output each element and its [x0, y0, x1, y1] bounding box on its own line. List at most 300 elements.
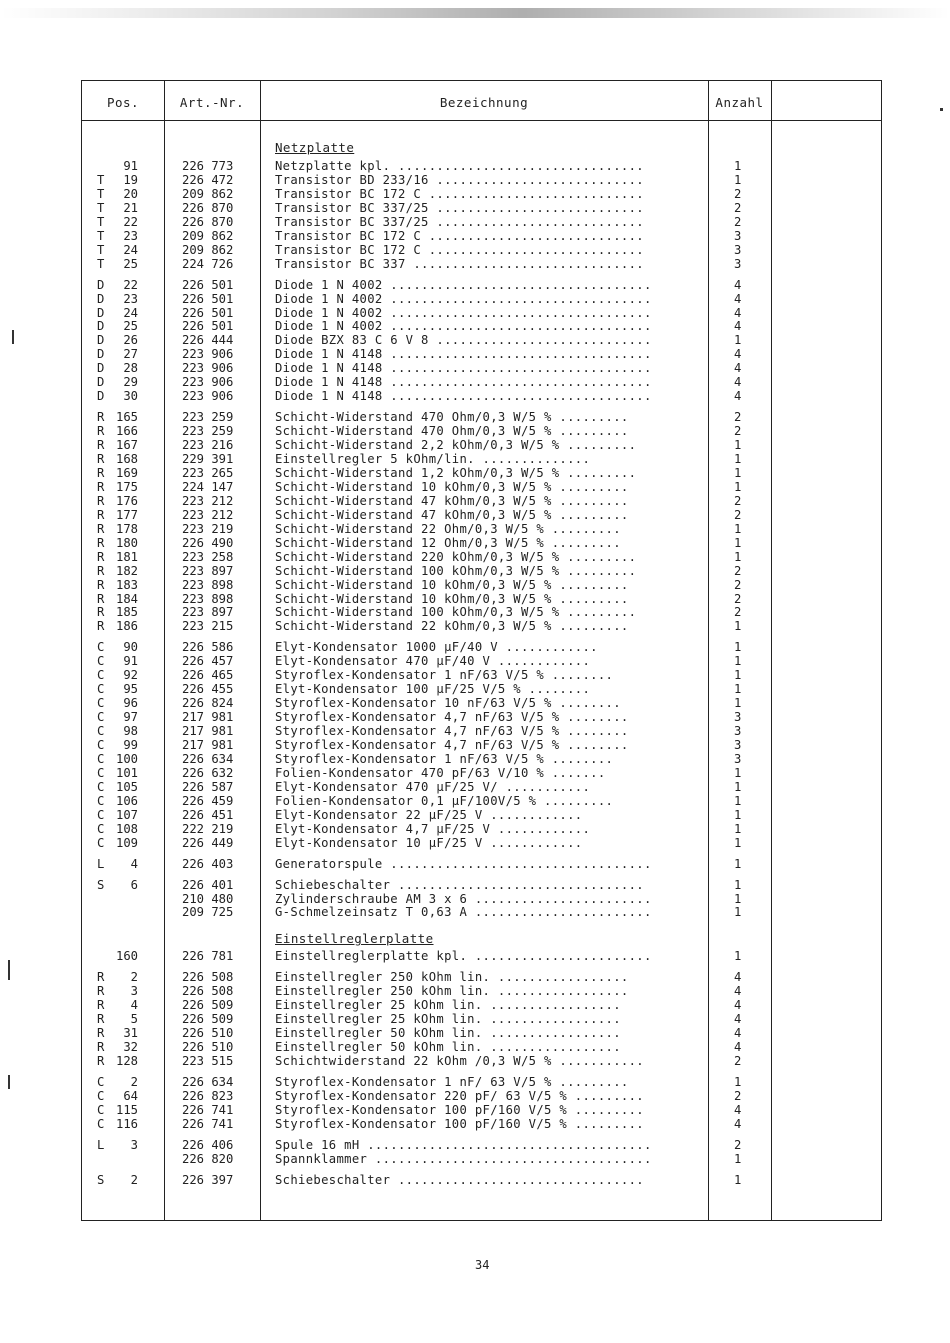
pos-number: 177	[115, 507, 138, 522]
quantity: 1	[734, 891, 742, 906]
table-row	[82, 410, 883, 424]
pos-number: 116	[115, 1116, 138, 1131]
article-number: 226 773	[182, 159, 234, 173]
pos-letter: T	[97, 214, 105, 229]
article-number: 223 216	[182, 438, 234, 453]
table-row	[82, 619, 883, 633]
quantity: 1	[734, 682, 742, 697]
article-number: 223 906	[182, 389, 234, 404]
description: Styroflex-Kondensator 4,7 nF/63 V/5 % ........	[275, 710, 629, 725]
table-row	[82, 640, 883, 654]
description: Elyt-Kondensator 10 µF/25 V ............	[275, 835, 583, 850]
article-number: 226 586	[182, 640, 234, 655]
table-row	[82, 592, 883, 606]
quantity: 2	[734, 563, 742, 578]
pos-number: 178	[115, 521, 138, 536]
pos-number: 181	[115, 549, 138, 564]
table-row	[82, 243, 883, 257]
pos-number: 23	[123, 291, 138, 306]
quantity: 3	[734, 710, 742, 725]
description: Spannklammer ....................................	[275, 1151, 652, 1166]
scan-mark	[940, 108, 943, 111]
quantity: 2	[734, 200, 742, 215]
pos-number: 22	[123, 277, 138, 292]
pos-number: 106	[115, 793, 138, 808]
description: Diode BZX 83 C 6 V 8 ............................	[275, 333, 652, 348]
pos-letter: T	[97, 200, 105, 215]
table-row	[82, 682, 883, 696]
table-row	[82, 494, 883, 508]
table-row	[82, 452, 883, 466]
pos-letter: C	[97, 793, 105, 808]
pos-letter: C	[97, 835, 105, 850]
pos-letter: S	[97, 1172, 105, 1187]
quantity: 1	[734, 696, 742, 711]
description: Elyt-Kondensator 4,7 µF/25 V ............	[275, 821, 591, 836]
pos-letter: D	[97, 347, 105, 362]
quantity: 1	[734, 877, 742, 892]
article-number: 226 465	[182, 668, 234, 683]
article-number: 226 823	[182, 1088, 234, 1103]
table-row	[82, 878, 883, 892]
table-row	[82, 438, 883, 452]
table-row	[82, 424, 883, 438]
description: Schicht-Widerstand 220 kOhm/0,3 W/5 % .........	[275, 549, 637, 564]
article-number: 223 259	[182, 410, 234, 425]
quantity: 4	[734, 970, 742, 985]
pos-letter: C	[97, 668, 105, 683]
description: Einstellregler 50 kOhm lin. .................	[275, 1026, 621, 1041]
pos-number: 26	[123, 333, 138, 348]
pos-number: 183	[115, 577, 138, 592]
pos-number: 180	[115, 535, 138, 550]
article-number: 217 981	[182, 724, 234, 739]
page-number: 34	[475, 1258, 490, 1272]
article-number: 229 391	[182, 452, 234, 466]
header-bezeichnung: Bezeichnung	[439, 95, 529, 110]
table-row	[82, 1173, 883, 1187]
article-number: 210 480	[182, 891, 234, 906]
pos-letter: C	[97, 1075, 105, 1089]
description: Elyt-Kondensator 470 µF/25 V/ ...........	[275, 779, 591, 794]
pos-letter: R	[97, 970, 105, 985]
pos-letter: C	[97, 738, 105, 752]
pos-letter: D	[97, 389, 105, 404]
description: Diode 1 N 4148 ..................................	[275, 347, 652, 362]
article-number: 223 898	[182, 591, 234, 606]
pos-letter: D	[97, 319, 105, 334]
table-row	[82, 306, 883, 320]
quantity: 1	[734, 640, 742, 655]
pos-letter: R	[97, 563, 105, 578]
pos-number: 4	[130, 998, 138, 1013]
description: Styroflex-Kondensator 4,7 nF/63 V/5 % ........	[275, 724, 629, 739]
quantity: 3	[734, 738, 742, 752]
article-number: 223 212	[182, 507, 234, 522]
pos-letter: C	[97, 1102, 105, 1117]
table-row	[82, 836, 883, 850]
description: G-Schmelzeinsatz T 0,63 A .......................	[275, 905, 652, 920]
description: Schicht-Widerstand 10 kOhm/0,3 W/5 % .........	[275, 591, 629, 606]
pos-number: 91	[123, 654, 138, 669]
pos-number: 165	[115, 410, 138, 425]
description: Schicht-Widerstand 10 kOhm/0,3 W/5 % .........	[275, 577, 629, 592]
article-number: 223 897	[182, 563, 234, 578]
quantity: 1	[734, 1172, 742, 1187]
quantity: 1	[734, 1151, 742, 1166]
description: Diode 1 N 4002 ..................................	[275, 319, 652, 334]
pos-number: 98	[123, 724, 138, 739]
table-row	[82, 1089, 883, 1103]
pos-number: 99	[123, 738, 138, 752]
pos-number: 25	[123, 256, 138, 271]
quantity: 4	[734, 1040, 742, 1055]
article-number: 226 401	[182, 877, 234, 892]
pos-letter: T	[97, 172, 105, 187]
pos-letter: S	[97, 877, 105, 892]
table-row	[82, 1117, 883, 1131]
description: Transistor BC 172 C ............................	[275, 242, 644, 257]
description: Schicht-Widerstand 2,2 kOhm/0,3 W/5 % .........	[275, 438, 637, 453]
pos-letter: T	[97, 242, 105, 257]
pos-letter: R	[97, 452, 105, 466]
article-number: 209 862	[182, 228, 234, 243]
quantity: 4	[734, 375, 742, 390]
pos-number: 109	[115, 835, 138, 850]
table-row	[82, 173, 883, 187]
article-number: 226 455	[182, 682, 234, 697]
article-number: 226 490	[182, 535, 234, 550]
pos-number: 115	[115, 1102, 138, 1117]
quantity: 4	[734, 347, 742, 362]
article-number: 226 501	[182, 277, 234, 292]
table-row	[82, 550, 883, 564]
quantity: 2	[734, 1088, 742, 1103]
pos-letter: R	[97, 591, 105, 606]
quantity: 2	[734, 1054, 742, 1069]
description: Diode 1 N 4002 ..................................	[275, 277, 652, 292]
article-number: 226 509	[182, 1012, 234, 1027]
pos-number: 168	[115, 452, 138, 466]
article-number: 226 472	[182, 172, 234, 187]
pos-number: 167	[115, 438, 138, 453]
section-title: Netzplatte	[275, 140, 355, 155]
pos-number: 2	[130, 1075, 138, 1089]
article-number: 223 259	[182, 424, 234, 439]
quantity: 1	[734, 905, 742, 920]
article-number: 223 215	[182, 619, 234, 634]
article-number: 226 451	[182, 807, 234, 822]
pos-number: 175	[115, 479, 138, 494]
table-row	[82, 892, 883, 906]
article-number: 226 870	[182, 214, 234, 229]
table-row	[82, 1054, 883, 1068]
pos-letter: R	[97, 521, 105, 536]
pos-number: 91	[123, 159, 138, 173]
quantity: 1	[734, 765, 742, 780]
pos-letter: C	[97, 751, 105, 766]
article-number: 223 898	[182, 577, 234, 592]
table-row	[82, 780, 883, 794]
quantity: 1	[734, 333, 742, 348]
quantity: 2	[734, 1137, 742, 1152]
table-row	[82, 229, 883, 243]
article-number: 223 212	[182, 493, 234, 508]
article-number: 226 870	[182, 200, 234, 215]
pos-number: 182	[115, 563, 138, 578]
quantity: 2	[734, 186, 742, 201]
pos-number: 24	[123, 242, 138, 257]
pos-letter: C	[97, 696, 105, 711]
table-row	[82, 654, 883, 668]
pos-number: 108	[115, 821, 138, 836]
pos-letter: D	[97, 375, 105, 390]
table-row	[82, 564, 883, 578]
header-anzahl: Anzahl	[715, 95, 764, 110]
description: Elyt-Kondensator 1000 µF/40 V ............	[275, 640, 598, 655]
description: Styroflex-Kondensator 100 pF/160 V/5 % .........	[275, 1102, 644, 1117]
pos-number: 92	[123, 668, 138, 683]
description: Styroflex-Kondensator 1 nF/ 63 V/5 % .........	[275, 1075, 629, 1089]
pos-letter: D	[97, 305, 105, 320]
header-divider	[82, 120, 881, 121]
article-number: 209 862	[182, 186, 234, 201]
quantity: 2	[734, 493, 742, 508]
article-number: 226 824	[182, 696, 234, 711]
table-row	[82, 1040, 883, 1054]
table-row	[82, 668, 883, 682]
pos-number: 100	[115, 751, 138, 766]
quantity: 4	[734, 1116, 742, 1131]
pos-number: 25	[123, 319, 138, 334]
pos-letter: C	[97, 1116, 105, 1131]
table-row	[82, 508, 883, 522]
table-row	[82, 970, 883, 984]
description: Styroflex-Kondensator 100 pF/160 V/5 % .........	[275, 1116, 644, 1131]
table-row	[82, 466, 883, 480]
pos-number: 185	[115, 605, 138, 620]
quantity: 1	[734, 835, 742, 850]
table-row	[82, 710, 883, 724]
table-row	[82, 766, 883, 780]
article-number: 223 906	[182, 361, 234, 376]
pos-letter: L	[97, 856, 105, 871]
quantity: 2	[734, 507, 742, 522]
article-number: 226 510	[182, 1026, 234, 1041]
quantity: 1	[734, 793, 742, 808]
pos-letter: C	[97, 779, 105, 794]
table-row	[82, 215, 883, 229]
article-number: 226 449	[182, 835, 234, 850]
pos-letter: D	[97, 277, 105, 292]
article-number: 209 862	[182, 242, 234, 257]
description: Einstellregler 250 kOhm lin. .................	[275, 970, 629, 985]
pos-number: 128	[115, 1054, 138, 1069]
pos-letter: R	[97, 984, 105, 999]
quantity: 4	[734, 998, 742, 1013]
description: Einstellregler 250 kOhm lin. .................	[275, 984, 629, 999]
article-number: 226 510	[182, 1040, 234, 1055]
pos-number: 19	[123, 172, 138, 187]
pos-number: 169	[115, 465, 138, 480]
quantity: 2	[734, 410, 742, 425]
article-number: 223 897	[182, 605, 234, 620]
quantity: 1	[734, 779, 742, 794]
article-number: 222 219	[182, 821, 234, 836]
quantity: 3	[734, 228, 742, 243]
quantity: 2	[734, 424, 742, 439]
pos-number: 24	[123, 305, 138, 320]
quantity: 4	[734, 1012, 742, 1027]
quantity: 1	[734, 452, 742, 466]
article-number: 224 147	[182, 479, 234, 494]
quantity: 4	[734, 305, 742, 320]
description: Diode 1 N 4002 ..................................	[275, 305, 652, 320]
table-row	[82, 201, 883, 215]
description: Schicht-Widerstand 47 kOhm/0,3 W/5 % .........	[275, 507, 629, 522]
quantity: 1	[734, 1075, 742, 1089]
pos-number: 32	[123, 1040, 138, 1055]
pos-letter: L	[97, 1137, 105, 1152]
table-row	[82, 536, 883, 550]
table-row	[82, 724, 883, 738]
article-number: 223 265	[182, 465, 234, 480]
description: Diode 1 N 4148 ..................................	[275, 361, 652, 376]
pos-letter: C	[97, 821, 105, 836]
article-number: 226 741	[182, 1102, 234, 1117]
table-row	[82, 1138, 883, 1152]
description: Diode 1 N 4148 ..................................	[275, 375, 652, 390]
quantity: 4	[734, 291, 742, 306]
pos-letter: R	[97, 438, 105, 453]
section-title: Einstellreglerplatte	[275, 931, 434, 947]
article-number: 226 397	[182, 1172, 234, 1187]
pos-number: 166	[115, 424, 138, 439]
pos-letter: T	[97, 228, 105, 243]
pos-number: 107	[115, 807, 138, 822]
description: Schichtwiderstand 22 kOhm /0,3 W/5 % ...........	[275, 1054, 644, 1069]
pos-number: 22	[123, 214, 138, 229]
description: Folien-Kondensator 470 pF/63 V/10 % .......	[275, 765, 606, 780]
quantity: 4	[734, 1102, 742, 1117]
table-row	[82, 480, 883, 494]
description: Styroflex-Kondensator 1 nF/63 V/5 % ........	[275, 668, 614, 683]
quantity: 4	[734, 389, 742, 404]
table-row	[82, 187, 883, 201]
pos-letter: R	[97, 998, 105, 1013]
description: Transistor BC 172 C ............................	[275, 186, 644, 201]
table-row	[82, 278, 883, 292]
scan-mark	[8, 960, 10, 980]
article-number: 226 509	[182, 998, 234, 1013]
table-row	[82, 292, 883, 306]
pos-number: 64	[123, 1088, 138, 1103]
pos-number: 96	[123, 696, 138, 711]
article-number: 226 508	[182, 970, 234, 985]
article-number: 223 219	[182, 521, 234, 536]
article-number: 209 725	[182, 905, 234, 920]
quantity: 1	[734, 949, 742, 964]
quantity: 1	[734, 535, 742, 550]
pos-number: 29	[123, 375, 138, 390]
pos-number: 101	[115, 765, 138, 780]
pos-letter: R	[97, 493, 105, 508]
pos-letter: R	[97, 1012, 105, 1027]
table-row	[82, 375, 883, 389]
table-row	[82, 1103, 883, 1117]
scan-mark	[12, 330, 14, 344]
pos-letter: R	[97, 507, 105, 522]
article-number: 226 634	[182, 1075, 234, 1089]
description: Schicht-Widerstand 12 Ohm/0,3 W/5 % .........	[275, 535, 621, 550]
table-row	[82, 522, 883, 536]
pos-number: 20	[123, 186, 138, 201]
quantity: 4	[734, 277, 742, 292]
quantity: 2	[734, 591, 742, 606]
pos-number: 28	[123, 361, 138, 376]
quantity: 1	[734, 619, 742, 634]
quantity: 2	[734, 214, 742, 229]
pos-letter: R	[97, 479, 105, 494]
article-number: 226 587	[182, 779, 234, 794]
pos-letter: R	[97, 1026, 105, 1041]
pos-letter: R	[97, 619, 105, 634]
quantity: 1	[734, 479, 742, 494]
table-row	[82, 389, 883, 403]
table-row	[82, 347, 883, 361]
description: Schicht-Widerstand 470 Ohm/0,3 W/5 % .........	[275, 424, 629, 439]
quantity: 1	[734, 807, 742, 822]
description: Folien-Kondensator 0,1 µF/100V/5 % .........	[275, 793, 614, 808]
description: Schicht-Widerstand 100 kOhm/0,3 W/5 % .........	[275, 563, 637, 578]
quantity: 1	[734, 438, 742, 453]
pos-number: 23	[123, 228, 138, 243]
description: Transistor BC 337/25 ...........................	[275, 214, 644, 229]
pos-letter: D	[97, 361, 105, 376]
description: Elyt-Kondensator 470 µF/40 V ............	[275, 654, 591, 669]
description: Schicht-Widerstand 47 kOhm/0,3 W/5 % .........	[275, 493, 629, 508]
pos-number: 30	[123, 389, 138, 404]
article-number: 224 726	[182, 256, 234, 271]
scan-top-edge	[0, 8, 950, 18]
description: Styroflex-Kondensator 10 nF/63 V/5 % ........	[275, 696, 621, 711]
article-number: 226 444	[182, 333, 234, 348]
description: Schiebeschalter ................................	[275, 1172, 644, 1187]
article-number: 226 501	[182, 291, 234, 306]
quantity: 1	[734, 856, 742, 871]
parts-table	[81, 80, 882, 1221]
quantity: 4	[734, 319, 742, 334]
table-row	[82, 333, 883, 347]
description: Schicht-Widerstand 22 kOhm/0,3 W/5 % .........	[275, 619, 629, 634]
pos-number: 186	[115, 619, 138, 634]
table-row	[82, 257, 883, 271]
article-number: 223 906	[182, 347, 234, 362]
pos-letter: R	[97, 1040, 105, 1055]
pos-number: 4	[130, 856, 138, 871]
pos-letter: C	[97, 807, 105, 822]
article-number: 226 457	[182, 654, 234, 669]
pos-number: 6	[130, 877, 138, 892]
pos-number: 2	[130, 1172, 138, 1187]
table-row	[82, 1026, 883, 1040]
pos-letter: R	[97, 535, 105, 550]
table-row	[82, 738, 883, 752]
description: Schicht-Widerstand 1,2 kOhm/0,3 W/5 % .........	[275, 465, 637, 480]
quantity: 1	[734, 821, 742, 836]
description: Schicht-Widerstand 100 kOhm/0,3 W/5 % .........	[275, 605, 637, 620]
article-number: 217 981	[182, 710, 234, 725]
